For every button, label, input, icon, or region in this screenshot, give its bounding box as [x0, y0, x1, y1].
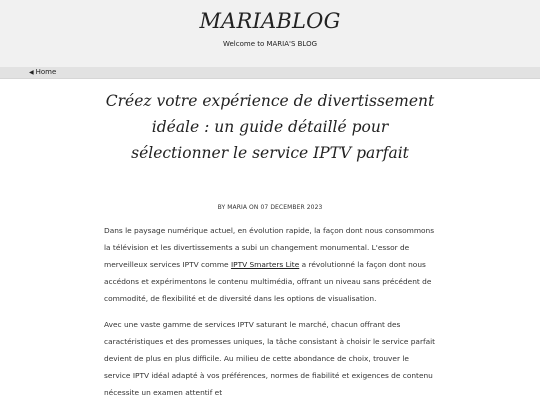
- post-meta: BY MARIA ON 07 DECEMBER 2023: [217, 204, 323, 211]
- site-header: [0, 0, 540, 67]
- navbar: [0, 67, 540, 79]
- paragraph-1-text-after: a révolutionné la façon dont nous accédons et expérimentons le contenu multimédia, offrant un niveau sans précédent de commodité, de flexibilité et de diversité dans les options de visualisation.: [104, 260, 432, 303]
- post-body: [104, 222, 437, 405]
- left-triangle-icon: ◀: [29, 68, 34, 76]
- site-title-link[interactable]: MARIABLOG: [199, 9, 341, 33]
- paragraph-2: Avec une vaste gamme de services IPTV saturant le marché, chacun offrant des caractéristiques et des promesses uniques, la tâche consistant à choisir le service parfait devient de plus en plus difficile. Au milieu de cette abondance de choix, trouver le service IPTV idéal adapté à vos préférences, normes de fiabilité et exigences de contenu nécessite un examen attentif et: [104, 320, 436, 397]
- site-tagline: Welcome to MARIA'S BLOG: [222, 40, 318, 48]
- home-link[interactable]: [29, 68, 56, 76]
- paragraph-1-text-before: Dans le paysage numérique actuel, en évolution rapide, la façon dont nous consommons la télévision et les divertissements a subi un changement monumental. L'essor de merveilleux services IPTV comme: [104, 226, 435, 269]
- iptv-smarters-lite-link[interactable]: IPTV Smarters Lite: [230, 260, 300, 269]
- home-link-label: Home: [35, 68, 57, 76]
- paragraph-1: [104, 222, 437, 307]
- post-title: Créez votre expérience de divertissement idéale : un guide détaillé pour sélectionner le service IPTV parfait: [105, 92, 435, 162]
